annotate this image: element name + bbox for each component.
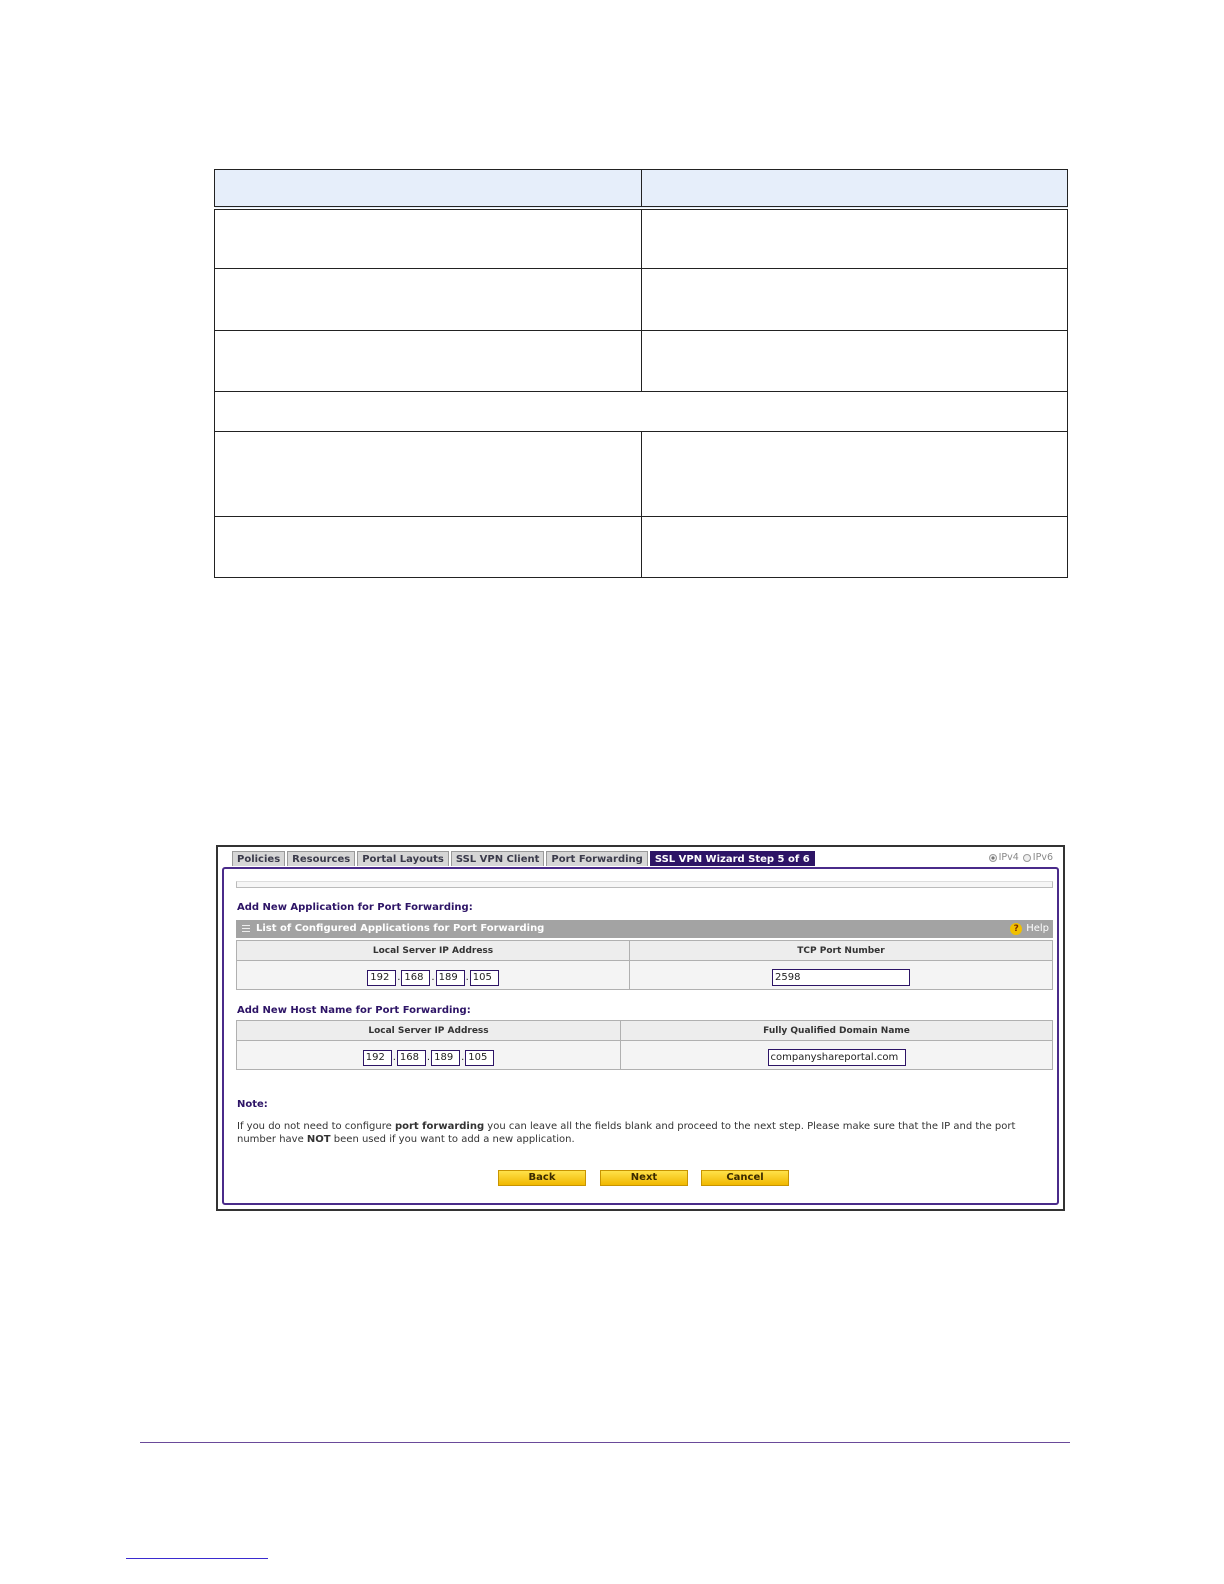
table-cell xyxy=(641,269,1068,330)
ipv6-radio[interactable] xyxy=(1023,852,1053,863)
tab-portal-layouts[interactable]: Portal Layouts xyxy=(357,851,449,866)
table-row xyxy=(237,1041,1053,1070)
host-local-ip-cell xyxy=(237,1041,621,1070)
table-header-row xyxy=(215,170,1068,208)
table-cell xyxy=(215,516,642,577)
configured-apps-bar xyxy=(236,920,1053,938)
ip-octet-3-input[interactable]: 189 xyxy=(436,970,465,986)
table-section-row xyxy=(215,391,1068,431)
table-row xyxy=(215,208,1068,269)
table-header-cell xyxy=(215,170,642,208)
host-ip-octet-1-input[interactable]: 192 xyxy=(363,1050,392,1066)
settings-table xyxy=(214,169,1068,578)
table-cell xyxy=(215,432,642,516)
list-icon xyxy=(242,925,250,932)
ipv4-label: IPv4 xyxy=(998,852,1019,863)
note-text xyxy=(237,1120,1037,1146)
table-cell xyxy=(215,391,1068,431)
table-row xyxy=(215,432,1068,516)
tcp-port-cell xyxy=(630,961,1053,990)
ip-octet-2-input[interactable]: 168 xyxy=(401,970,430,986)
table-row xyxy=(215,330,1068,391)
table-cell xyxy=(641,208,1068,269)
tab-ssl-vpn-wizard[interactable]: SSL VPN Wizard Step 5 of 6 xyxy=(650,851,815,866)
app-table xyxy=(236,940,1053,990)
host-ip-octet-3-input[interactable]: 189 xyxy=(431,1050,460,1066)
help-link[interactable] xyxy=(1010,920,1049,938)
table-row xyxy=(237,961,1053,990)
tab-policies[interactable]: Policies xyxy=(232,851,285,866)
tab-resources[interactable]: Resources xyxy=(287,851,355,866)
local-ip-cell xyxy=(237,961,630,990)
radio-selected-icon xyxy=(989,854,997,862)
ip-octet-4-input[interactable]: 105 xyxy=(470,970,499,986)
ipv6-label: IPv6 xyxy=(1032,852,1053,863)
radio-icon xyxy=(1023,854,1031,862)
configured-apps-title: List of Configured Applications for Port Forwarding xyxy=(256,923,545,934)
tcp-port-input[interactable]: 2598 xyxy=(772,969,910,986)
footer-rule xyxy=(140,1442,1070,1443)
port-forwarding-screenshot xyxy=(216,845,1065,1211)
next-button[interactable]: Next xyxy=(600,1170,688,1186)
host-local-ip-header: Local Server IP Address xyxy=(237,1021,621,1041)
tab-bar xyxy=(232,851,815,867)
tab-port-forwarding[interactable]: Port Forwarding xyxy=(546,851,647,866)
note-heading: Note: xyxy=(237,1099,268,1110)
note-emphasis: port forwarding xyxy=(394,1121,485,1132)
note-part: you can leave all the fields blank and proceed to the next step. Please make sure that the IP and the port number have xyxy=(237,1121,1016,1145)
table-cell xyxy=(641,516,1068,577)
ip-octet-1-input[interactable]: 192 xyxy=(367,970,396,986)
table-cell xyxy=(215,208,642,269)
add-host-title: Add New Host Name for Port Forwarding: xyxy=(237,1005,471,1016)
fqdn-header: Fully Qualified Domain Name xyxy=(621,1021,1053,1041)
table-cell xyxy=(641,330,1068,391)
help-label: Help xyxy=(1026,923,1049,934)
host-ip-octet-4-input[interactable]: 105 xyxy=(465,1050,494,1066)
table-header-cell xyxy=(641,170,1068,208)
tcp-port-header: TCP Port Number xyxy=(630,941,1053,961)
fqdn-cell xyxy=(621,1041,1053,1070)
corner-rule xyxy=(126,1558,268,1559)
cancel-button[interactable]: Cancel xyxy=(701,1170,789,1186)
ipv4-radio[interactable] xyxy=(989,852,1019,863)
fqdn-input[interactable]: companyshareportal.com xyxy=(768,1049,906,1066)
local-ip-header: Local Server IP Address xyxy=(237,941,630,961)
table-cell xyxy=(215,269,642,330)
local-ip-input: 192 . 168 . 189 . 105 xyxy=(367,970,499,986)
table-cell xyxy=(641,432,1068,516)
host-ip-octet-2-input[interactable]: 168 xyxy=(397,1050,426,1066)
table-header-row xyxy=(237,1021,1053,1041)
help-icon: ? xyxy=(1010,923,1022,935)
host-local-ip-input: 192 . 168 . 189 . 105 xyxy=(363,1050,495,1066)
ip-version-toggle xyxy=(989,852,1053,863)
host-table xyxy=(236,1020,1053,1070)
table-header-row xyxy=(237,941,1053,961)
wizard-panel xyxy=(222,867,1059,1205)
note-part: If you do not need to configure xyxy=(237,1121,395,1132)
progress-strip xyxy=(236,881,1053,888)
add-app-title: Add New Application for Port Forwarding: xyxy=(237,902,473,913)
tab-ssl-vpn-client[interactable]: SSL VPN Client xyxy=(451,851,545,866)
note-part: been used if you want to add a new application. xyxy=(330,1134,575,1145)
table-row xyxy=(215,516,1068,577)
table-row xyxy=(215,269,1068,330)
note-emphasis: NOT xyxy=(306,1134,331,1145)
back-button[interactable]: Back xyxy=(498,1170,586,1186)
table-cell xyxy=(215,330,642,391)
